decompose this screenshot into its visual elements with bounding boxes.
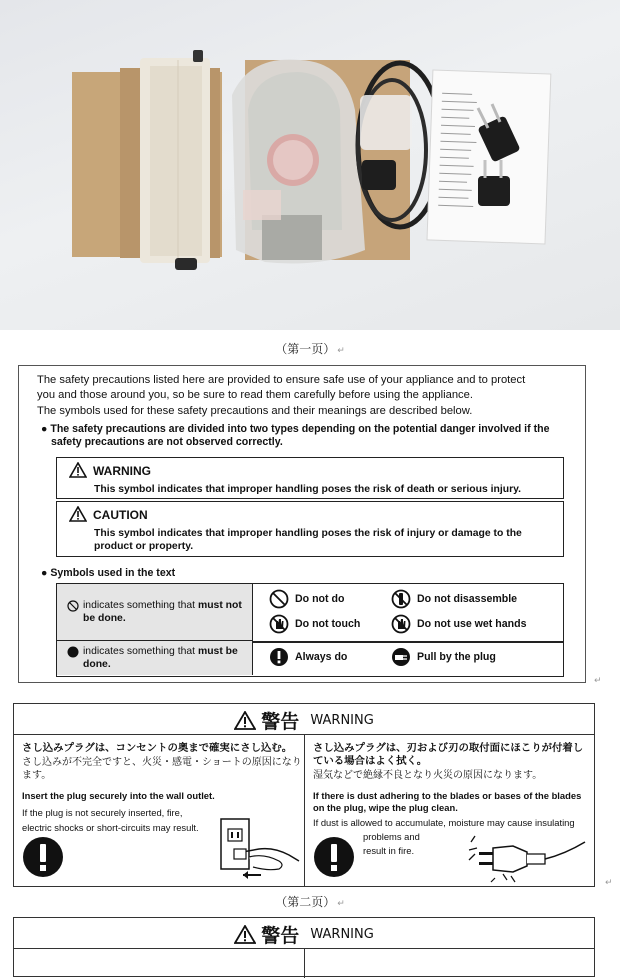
warning-panel-header	[14, 704, 594, 735]
return-mark: ↵	[605, 878, 613, 888]
warning-desc: This symbol indicates that improper handling poses the risk of death or serious injury.	[94, 484, 522, 495]
bullet-symbols: ● Symbols used in the text	[41, 567, 176, 579]
caution-triangle-icon	[69, 506, 87, 522]
warning-left-column	[14, 734, 304, 886]
do-not-use-wet-hands-label: Do not use wet hands	[417, 618, 527, 630]
warning-panel-1	[13, 703, 595, 887]
caution-desc: This symbol indicates that improper handling poses the risk of injury or damage to the product or property.	[94, 528, 522, 552]
warning-jp: 警告	[261, 711, 300, 733]
bullet-dot: ●	[41, 423, 51, 435]
always-do-icon	[313, 836, 355, 878]
right-jp-bold: さし込みプラグは、刃および刃の取付面にほこりが付着している場合はよく拭く。	[313, 742, 584, 767]
return-mark: ↵	[594, 676, 602, 686]
warning-definition	[56, 457, 564, 499]
always-do-label: Always do	[295, 651, 348, 663]
do-not-touch-label: Do not touch	[295, 618, 361, 630]
plug-insert-illustration	[219, 809, 301, 881]
must-cell	[57, 641, 253, 675]
intro-line-2: you and those around you, so be sure to read them carefully before using the appliance.	[37, 389, 473, 401]
left-en-line-2: electric shocks or short-circuits may result.	[22, 822, 199, 833]
warning-en: WARNING	[310, 713, 374, 728]
warning-triangle-icon	[234, 925, 256, 944]
right-en-line-3: result in fire.	[363, 845, 415, 856]
intro-line-3: The symbols used for these safety precautions and their meanings are described below.	[37, 405, 473, 417]
right-jp: 湿気などで絶縁不良となり火災の原因になります。	[313, 770, 543, 781]
product-photo-illustration	[0, 0, 620, 330]
safety-precautions-box	[18, 365, 586, 683]
page-caption-2: （第二页） ↵	[275, 895, 345, 909]
must-not-text: indicates something that must not be done.	[83, 600, 242, 624]
pull-by-plug-label: Pull by the plug	[417, 651, 496, 663]
do-not-disassemble-label: Do not disassemble	[417, 593, 518, 605]
left-jp: さし込みが不完全ですと、火災・感電・ショートの原因になります。	[22, 757, 302, 781]
always-do-icon	[269, 647, 289, 667]
filled-circle-icon	[67, 646, 79, 658]
bullet-dot: ●	[41, 567, 51, 579]
column-divider	[304, 948, 305, 978]
warning-panel-2	[13, 917, 595, 977]
must-not-cell	[57, 584, 253, 641]
warning-title: WARNING	[93, 464, 151, 478]
left-en-line-1: If the plug is not securely inserted, fire,	[22, 807, 183, 818]
do-not-do-icon	[269, 589, 289, 609]
warning-triangle-icon	[69, 462, 87, 478]
do-not-do-label: Do not do	[295, 593, 345, 605]
prohibition-icon	[67, 600, 79, 612]
warning-right-column	[305, 734, 595, 886]
warning-jp: 警告	[261, 925, 300, 947]
plug-wipe-illustration	[465, 832, 589, 884]
left-en-bold: Insert the plug securely into the wall outlet.	[22, 790, 215, 801]
product-photo	[0, 0, 620, 330]
caution-definition	[56, 501, 564, 557]
intro-line-1: The safety precautions listed here are provided to ensure safe use of your appliance and to protect	[37, 374, 526, 386]
must-text: indicates something that must be done.	[83, 646, 238, 670]
do-not-use-wet-hands-icon	[391, 614, 411, 634]
right-en-line-2: problems and	[363, 831, 420, 842]
warning-triangle-icon	[234, 711, 256, 730]
right-en-bold: If there is dust adhering to the blades or bases of the blades on the plug, wipe the plug clean.	[313, 790, 582, 813]
do-not-disassemble-icon	[391, 589, 411, 609]
warning-panel-header	[14, 918, 594, 949]
do-not-touch-icon	[269, 614, 289, 634]
warning-en: WARNING	[310, 927, 374, 942]
pull-by-plug-icon	[391, 647, 411, 667]
table-divider	[253, 641, 563, 643]
left-jp-bold: さし込みプラグは、コンセントの奥まで確実にさし込む。	[22, 742, 293, 754]
right-en-line-1: If dust is allowed to accumulate, moisture may cause insulating	[313, 817, 575, 828]
always-do-icon	[22, 836, 64, 878]
symbols-table	[56, 583, 564, 677]
page-caption-1: （第一页） ↵	[275, 342, 345, 356]
bullet-two-types: ● The safety precautions are divided into two types depending on the potential danger involved if the safety precautions are not observed correctly.	[41, 423, 550, 448]
caution-title: CAUTION	[93, 508, 148, 522]
